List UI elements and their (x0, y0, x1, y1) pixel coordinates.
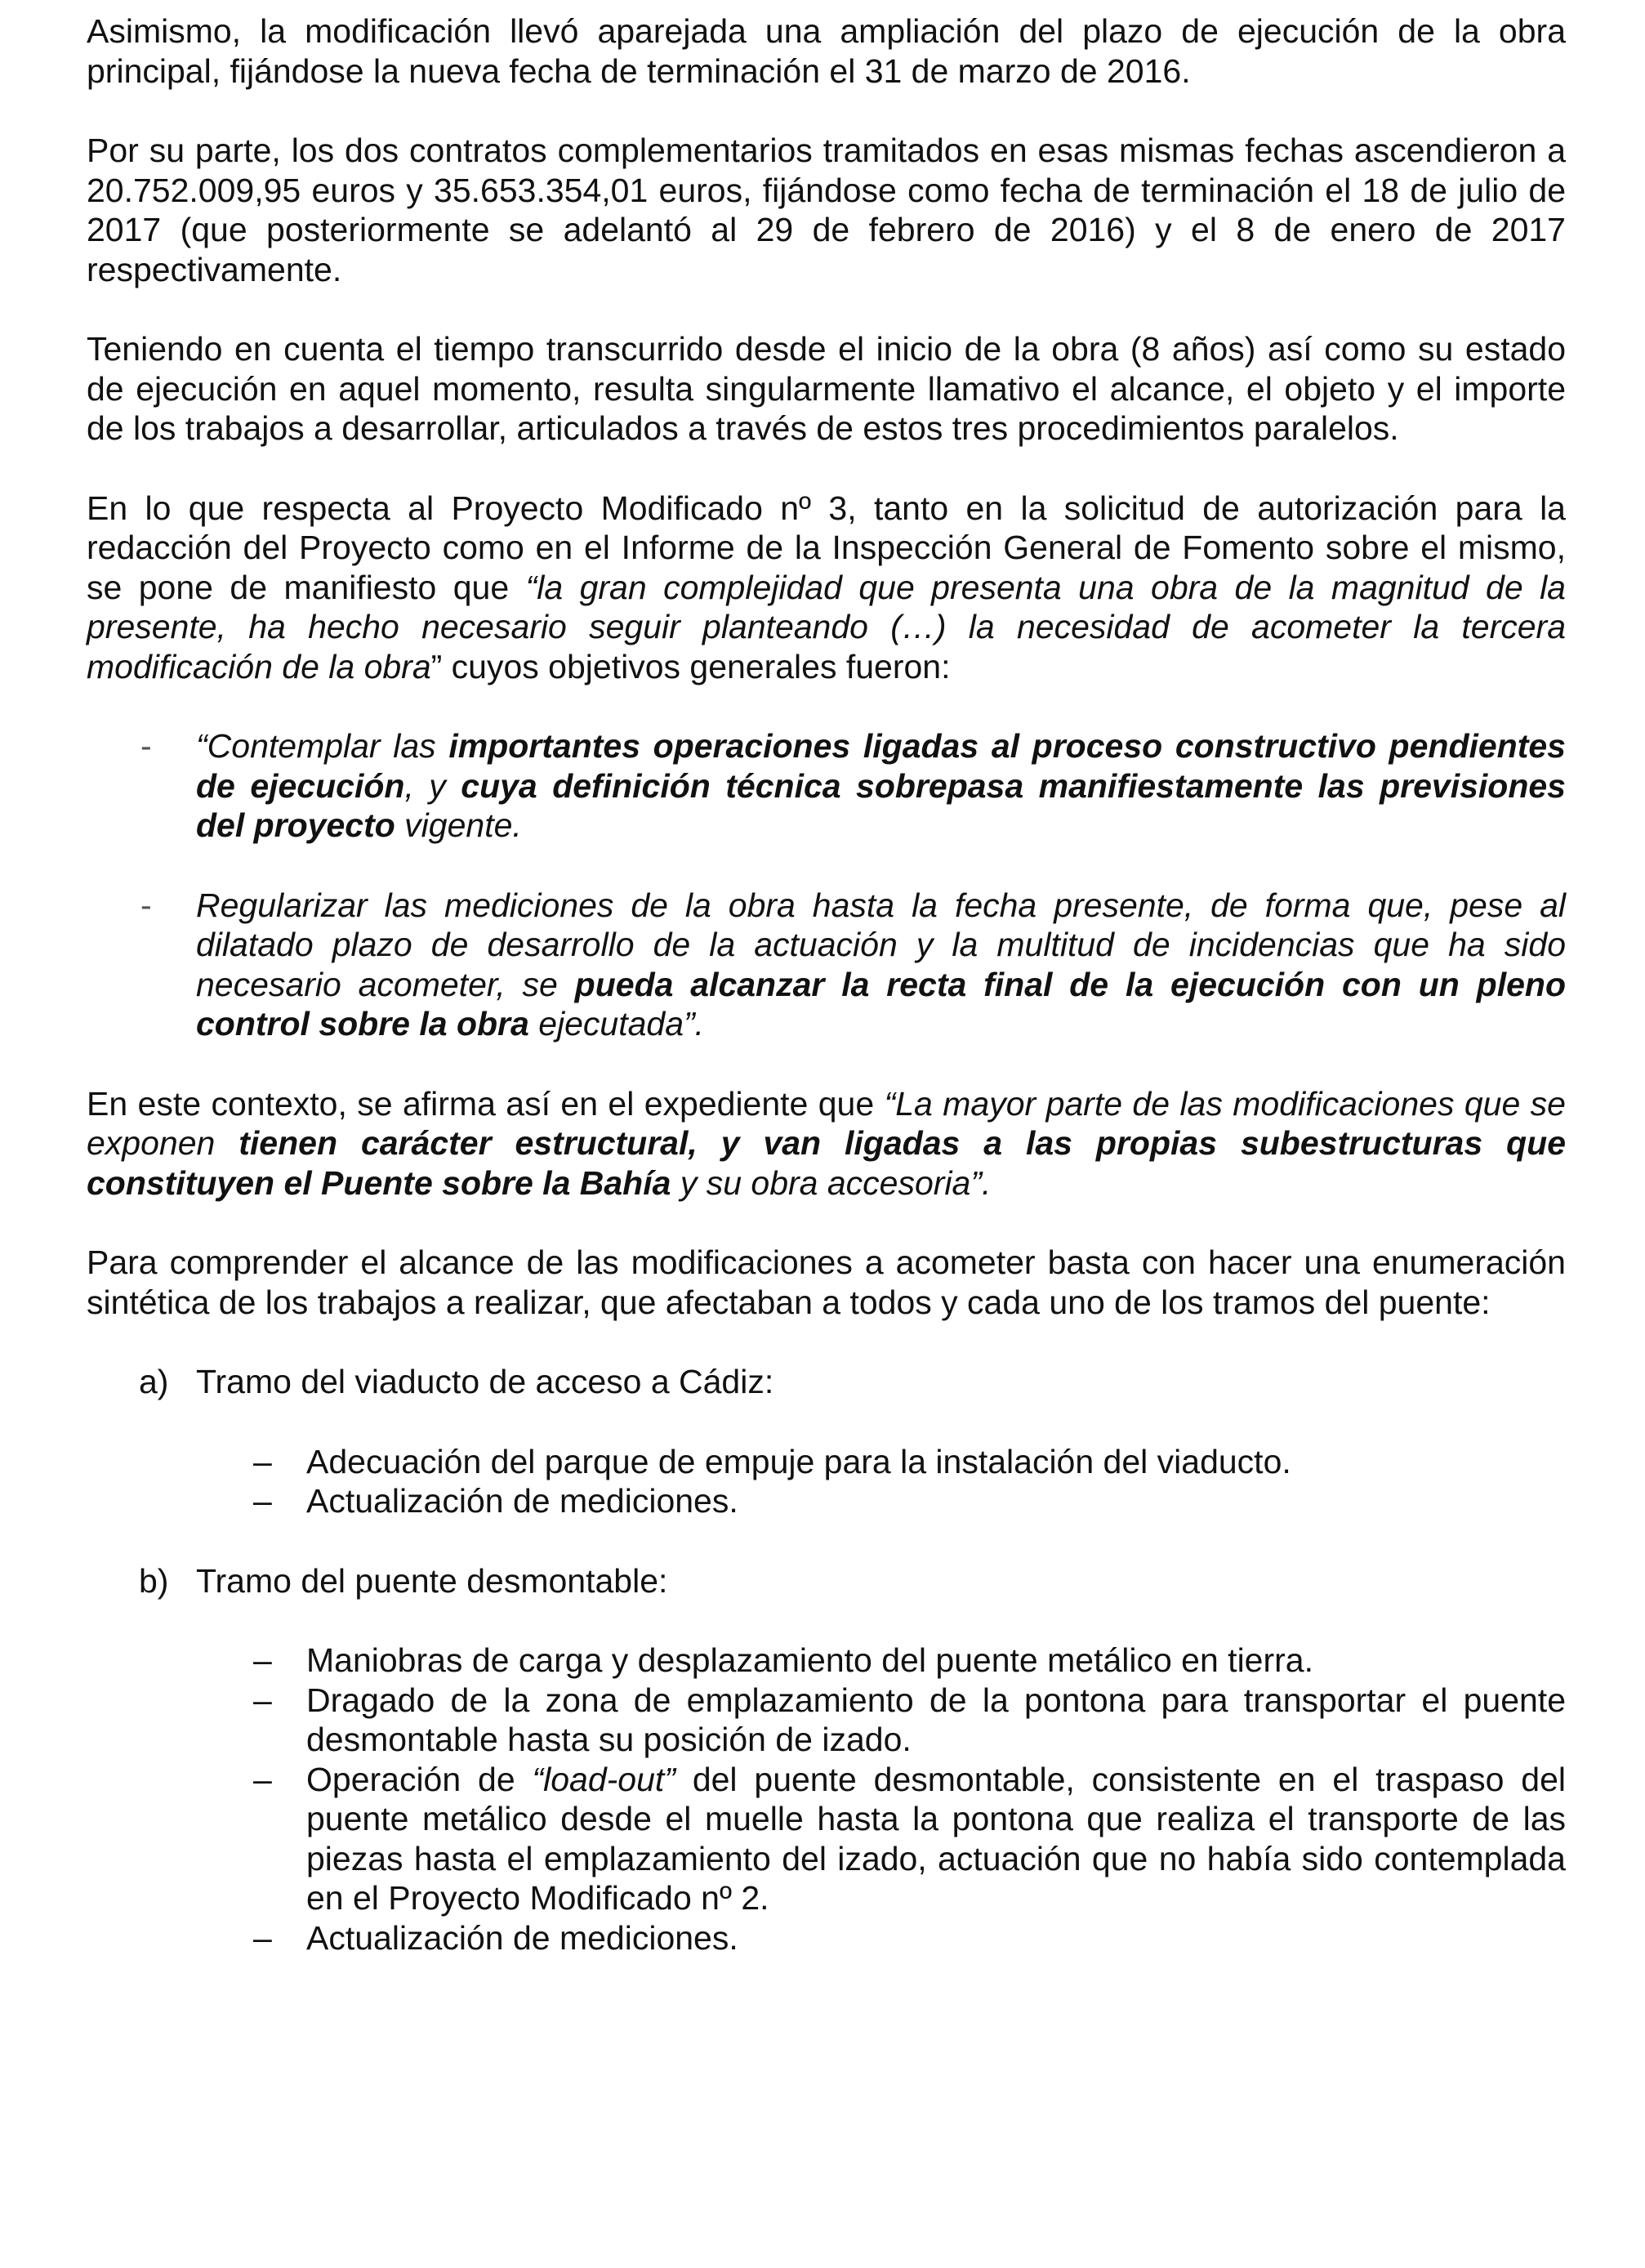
list-item (87, 1760, 1566, 1918)
dash-marker: - (140, 886, 152, 924)
text-run: En lo que respecta al Proyecto Modificado nº 3, tanto en la solicitud de autorización para la redacción del Proyecto como en el Informe de la Inspección General de Fomento sobre el mismo, se pone de manifiesto que (87, 489, 1566, 606)
section-b-list (87, 1641, 1566, 1958)
dash-marker: – (253, 1641, 272, 1679)
section-a-heading (87, 1362, 1566, 1402)
list-item-text: Dragado de la zona de emplazamiento de la pontona para transportar el puente desmontable hasta su posición de izado. (306, 1681, 1566, 1758)
list-item (87, 1442, 1566, 1482)
objectives-list (87, 726, 1566, 1044)
list-item (87, 1481, 1566, 1521)
text-run: ” cuyos objetivos generales fueron: (430, 647, 951, 685)
section-b-heading (87, 1561, 1566, 1601)
text-run: En este contexto, se afirma así en el expediente que (87, 1084, 885, 1123)
paragraph-contratos: Por su parte, los dos contratos complementarios tramitados en esas mismas fechas ascendieron a 20.752.009,95 euros y 35.653.354,01 euros, fijándose como fecha de terminación el 18 de julio de 2017 (que posteriormente se adelantó al 29 de febrero de 2016) y el 8 de enero de 2017 respectivamente. (87, 132, 1566, 288)
list-item (87, 886, 1566, 1044)
paragraph-plazo: Asimismo, la modificación llevó aparejada una ampliación del plazo de ejecución de la obra principal, fijándose la nueva fecha de terminación el 31 de marzo de 2016. (87, 12, 1566, 90)
quote-text: “La mayor parte de las modificaciones que se exponen tienen carácter estructural, y van ligadas a las propias subestructuras que constituyen el Puente sobre la Bahía y su obra accesoria”. (87, 1084, 1566, 1202)
bold-text: importantes operaciones ligadas al proceso constructivo pendientes de ejecución (196, 727, 1566, 805)
list-item (87, 726, 1566, 846)
section-a-list (87, 1442, 1566, 1521)
section-title: Tramo del puente desmontable: (196, 1561, 668, 1600)
dash-marker: – (253, 1918, 272, 1957)
list-item (87, 1641, 1566, 1681)
list-item-text: Operación de “load-out” del puente desmontable, consistente en el traspaso del puente metálico desde el muelle hasta la pontona que realiza el transporte de las piezas hasta el emplazamiento del izado, actuación que no había sido contemplada en el Proyecto Modificado nº 2. (306, 1760, 1566, 1917)
list-item-text: Actualización de mediciones. (306, 1918, 738, 1957)
dash-marker: – (253, 1681, 272, 1719)
list-item-text: Maniobras de carga y desplazamiento del puente metálico en tierra. (306, 1641, 1313, 1679)
paragraph-alcance: Para comprender el alcance de las modificaciones a acometer basta con hacer una enumeración sintética de los trabajos a realizar, que afectaban a todos y cada uno de los tramos del puente: (87, 1243, 1566, 1321)
section-letter: b) (139, 1561, 169, 1600)
list-item-text: Actualización de mediciones. (306, 1482, 738, 1520)
paragraph-modificado-3 (87, 489, 1566, 687)
quote-text: Regularizar las mediciones de la obra hasta la fecha presente, de forma que, pese al dilatado plazo de desarrollo de la actuación y la multitud de incidencias que ha sido necesario acometer, se pueda alcanzar la recta final de la ejecución con un pleno control sobre la obra ejecutada”. (196, 886, 1566, 1042)
quote-text: “la gran complejidad que presenta una obra de la magnitud de la presente, ha hecho necesario seguir planteando (…) la necesidad de acometer la tercera modificación de la obra (87, 568, 1566, 685)
list-item-text: Adecuación del parque de empuje para la instalación del viaducto. (306, 1442, 1291, 1480)
dash-marker: – (253, 1442, 272, 1480)
paragraph-tiempo: Teniendo en cuenta el tiempo transcurrido desde el inicio de la obra (8 años) así como su estado de ejecución en aquel momento, resulta singularmente llamativo el alcance, el objeto y el importe de los trabajos a desarrollar, articulados a través de estos tres procedimientos paralelos. (87, 330, 1566, 447)
section-title: Tramo del viaducto de acceso a Cádiz: (196, 1363, 774, 1400)
list-item (87, 1918, 1566, 1958)
list-item (87, 1681, 1566, 1760)
bold-text: pueda alcanzar la recta final de la ejecución con un pleno control sobre la obra (196, 965, 1566, 1042)
section-letter: a) (139, 1363, 169, 1400)
bold-text: cuya definición técnica sobrepasa manifiestamente las previsiones del proyecto (196, 766, 1566, 844)
paragraph-contexto (87, 1084, 1566, 1203)
quote-text: “Contemplar las importantes operaciones ligadas al proceso constructivo pendientes de ejecución, y cuya definición técnica sobrepasa manifiestamente las previsiones del proyecto vigente. (196, 727, 1566, 844)
bold-text: tienen carácter estructural, y van ligadas a las propias subestructuras que constituyen el Puente sobre la Bahía (87, 1124, 1566, 1202)
dash-marker: - (140, 727, 152, 765)
dash-marker: – (253, 1482, 272, 1520)
quote-text: “load-out” (532, 1760, 675, 1798)
dash-marker: – (253, 1760, 272, 1798)
